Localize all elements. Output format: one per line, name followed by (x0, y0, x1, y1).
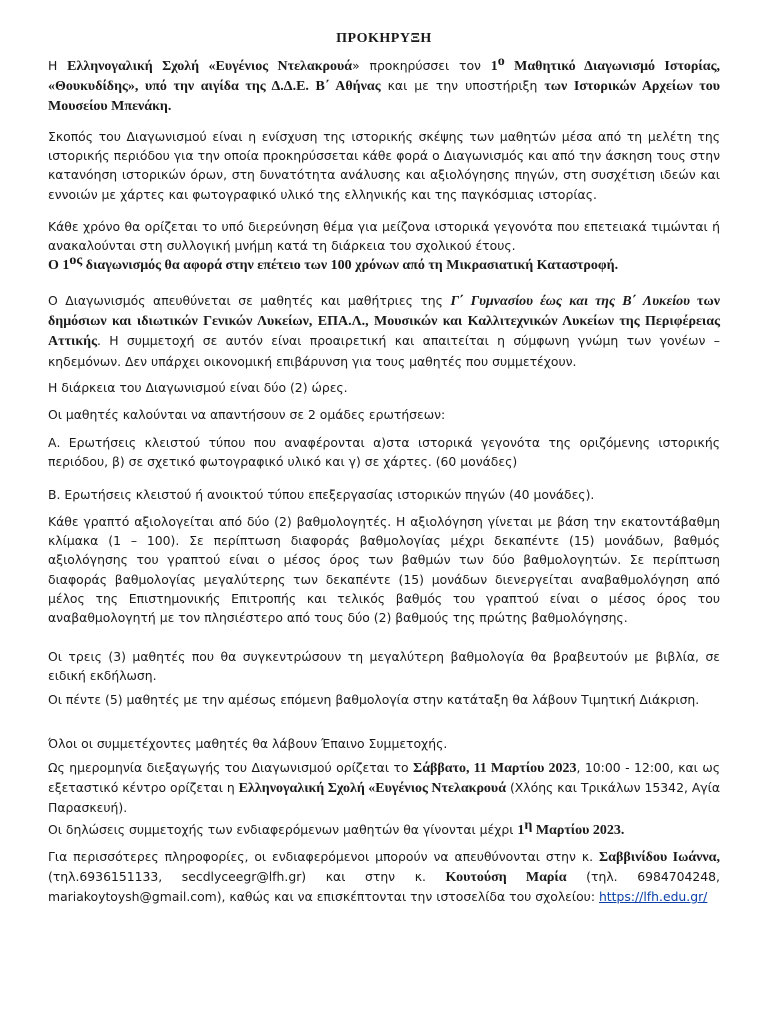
contact-paragraph: Για περισσότερες πληροφορίες, οι ενδιαφερόμενοι μπορούν να απευθύνονται στην κ. Σαββινίδου Ιωάννα, (τηλ.6936151133, secdlyceegr@lfh.gr) και στην κ. Κουτούση Μαρία (τηλ. 6984704248, mariakoytoysh@gmail.com), καθώς και να επισκέπτονται την ιστοσελίδα του σχολείου: https://lfh.edu.gr/ (48, 849, 720, 905)
page-title: ΠΡΟΚΗΡΥΞΗ (336, 31, 432, 46)
intro-paragraph: Η Ελληνογαλική Σχολή «Ευγένιος Ντελακρουά» προκηρύσσει τον $1^o$ Μαθητικό Διαγωνισμό Ιστορίας, «Θουκυδίδης», υπό την αιγίδα της Δ.Δ.Ε. Β΄ Αθήνας και με την υποστήριξη των Ιστορικών Αρχείων του Μουσείου Μπενάκη. (48, 53, 720, 115)
question-group-b: Β. Ερωτήσεις κλειστού ή ανοικτού τύπου επεξεργασίας ιστορικών πηγών (40 μονάδες). (48, 487, 595, 502)
topic-paragraph: Κάθε χρόνο θα ορίζεται το υπό διερεύνηση θέμα για μείζονα ιστορικά γεγονότα που επετειακά τιμώνται ή ανακαλούνται στη συλλογική μνήμη κατά τη διάρκεια του σχολικού έτους. (48, 219, 720, 254)
awards-paragraph: Οι τρεις (3) μαθητές που θα συγκεντρώσουν τη μεγαλύτερη βαθμολογία θα βραβευτούν με βιβλία, σε ειδική εκδήλωση. (48, 649, 720, 684)
participation-paragraph: Όλοι οι συμμετέχοντες μαθητές θα λάβουν Έπαινο Συμμετοχής. (48, 736, 448, 751)
question-groups-intro: Οι μαθητές καλούνται να απαντήσουν σε 2 ομάδες ερωτήσεων: (48, 407, 446, 422)
school-website-link[interactable]: https://lfh.edu.gr/ (598, 889, 708, 905)
first-contest-topic: Ο $1^{o\varsigma}$ διαγωνισμός θα αφορά στην επέτειο των 100 χρόνων από τη Μικρασιατική Καταστροφή. (48, 252, 619, 273)
grading-paragraph: Κάθε γραπτό αξιολογείται από δύο (2) βαθμολογητές. Η αξιολόγηση γίνεται με βάση την εκατοντάβαθμη κλίμακα (1 – 100). Σε περίπτωση διαφοράς βαθμολογίας μέχρι δεκαπέντε (15) μονάδων, βαθμός αξιολόγησης του γραπτού είναι ο μέσος όρος των βαθμών των δύο βαθμολογητών. Σε περίπτωση διαφοράς βαθμολογίας μεγαλύτερης των δεκαπέντε (15) μονάδων διενεργείται αναβαθμολόγηση από μέλος της Επιστημονικής Επιτροπής και τελικός βαθμός του γραπτού είναι ο μέσος όρος του αναβαθμολογητή με τον πλησιέστερο από τους δύο (2) βαθμούς της πρώτης βαθμολόγησης. (48, 514, 720, 626)
distinction-paragraph: Οι πέντε (5) μαθητές με την αμέσως επόμενη βαθμολογία στην κατάταξη θα λάβουν Τιμητική Διάκριση. (48, 692, 700, 707)
registration-deadline: Οι δηλώσεις συμμετοχής των ενδιαφερόμενων μαθητών θα γίνονται μέχρι $1^\eta$ Μαρτίου 2023. (48, 817, 625, 838)
duration-paragraph: Η διάρκεια του Διαγωνισμού είναι δύο (2) ώρες. (48, 380, 348, 395)
audience-paragraph: Ο Διαγωνισμός απευθύνεται σε μαθητές και μαθήτριες της Γ΄ Γυμνασίου έως και της Β΄ Λυκείου των δημόσιων και ιδιωτικών Γενικών Λυκείων, ΕΠΑ.Λ., Μουσικών και Καλλιτεχνικών Λυκείων της Περιφέρειας Αττικής. Η συμμετοχή σε αυτόν είναι προαιρετική και απαιτείται η σύμφωνη γνώμη των γονέων – κηδεμόνων. Δεν υπάρχει οικονομική επιβάρυνση για τους μαθητές που συμμετέχουν. (48, 293, 720, 369)
question-group-a: Α. Ερωτήσεις κλειστού τύπου που αναφέρονται α)στα ιστορικά γεγονότα της οριζόμενης ιστορικής περιόδου, β) σε σχετικό φωτογραφικό υλικό και γ) σε χάρτες. (60 μονάδες) (48, 435, 720, 470)
purpose-paragraph: Σκοπός του Διαγωνισμού είναι η ενίσχυση της ιστορικής σκέψης των μαθητών μέσα από τη μελέτη της ιστορικής περιόδου για την οποία προκηρύσσεται κάθε φορά ο Διαγωνισμός και από την άσκηση τους στην κατανόηση ιστορικών όρων, στη δυνατότητα ανάλυσης και αξιολόγησης πηγών, στη συσχέτιση ιδεών και εννοιών με χάρτες και φωτογραφικό υλικό της ελληνικής και της παγκόσμιας ιστορίας. (48, 129, 720, 202)
date-venue-paragraph: Ως ημερομηνία διεξαγωγής του Διαγωνισμού ορίζεται το Σάββατο, 11 Μαρτίου 2023, 10:00 - 12:00, και ως εξεταστικό κέντρο ορίζεται η Ελληνογαλική Σχολή «Ευγένιος Ντελακρουά (Χλόης και Τρικάλων 15342, Αγία Παρασκευή). (48, 760, 720, 816)
